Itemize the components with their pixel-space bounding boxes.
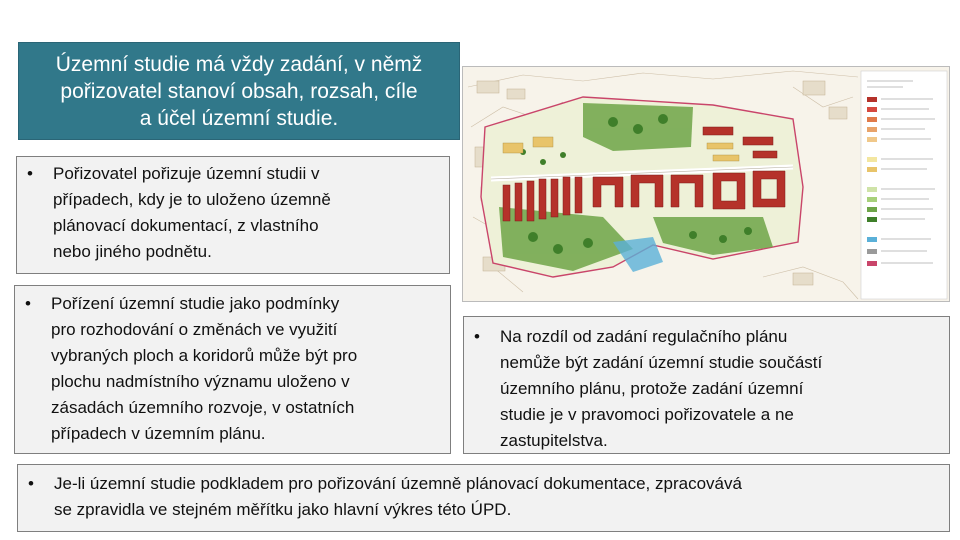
bullet-line: plochu nadmístního významu uloženo v bbox=[51, 372, 350, 391]
bullet-line: zásadách územního rozvoje, v ostatních bbox=[51, 398, 355, 417]
bullet-line: pro rozhodování o změnách ve využití bbox=[51, 320, 338, 339]
bullet-marker: • bbox=[27, 164, 33, 183]
title-line: pořizovatel stanoví obsah, rozsah, cíle bbox=[60, 79, 418, 103]
bullet-line: případech, kdy je to uloženo územně bbox=[53, 190, 331, 209]
bullet-line: Je-li územní studie podkladem pro pořizování územně plánovací dokumentace, zpracovává bbox=[54, 474, 742, 493]
title-line: Územní studie má vždy zadání, v němž bbox=[55, 52, 423, 76]
bullet-line: Pořizovatel pořizuje územní studii v bbox=[53, 164, 320, 183]
title-line: a účel územní studie. bbox=[139, 106, 339, 130]
bullet-line: zastupitelstva. bbox=[500, 431, 608, 450]
urban-plan-drawing bbox=[463, 67, 950, 302]
bullet-marker: • bbox=[474, 327, 480, 346]
bullet-line: studie je v pravomoci pořizovatele a ne bbox=[500, 405, 794, 424]
bullet-line: Pořízení územní studie jako podmínky bbox=[51, 294, 340, 313]
bullet-line: se zpravidla ve stejném měřítku jako hlavní výkres této ÚPD. bbox=[54, 500, 512, 519]
bullet-marker: • bbox=[28, 474, 34, 493]
bullet-line: Na rozdíl od zadání regulačního plánu bbox=[500, 327, 788, 346]
bullet-line: územního plánu, protože zadání územní bbox=[500, 379, 804, 398]
bullet-line: nebo jiného podnětu. bbox=[53, 242, 212, 261]
bullet-box-difference bbox=[463, 316, 950, 454]
bullet-marker: • bbox=[25, 294, 31, 313]
bullet-box-condition bbox=[14, 285, 451, 454]
bullet-line: nemůže být zadání územní studie součástí bbox=[500, 353, 823, 372]
bullet-box-who-procures bbox=[16, 156, 450, 274]
bullet-line: plánovací dokumentací, z vlastního bbox=[53, 216, 319, 235]
urban-plan-image bbox=[462, 66, 950, 302]
bullet-line: vybraných ploch a koridorů může být pro bbox=[51, 346, 358, 365]
bullet-line: případech v územním plánu. bbox=[51, 424, 266, 443]
slide-title bbox=[18, 42, 460, 140]
bullet-box-scale bbox=[17, 464, 950, 532]
